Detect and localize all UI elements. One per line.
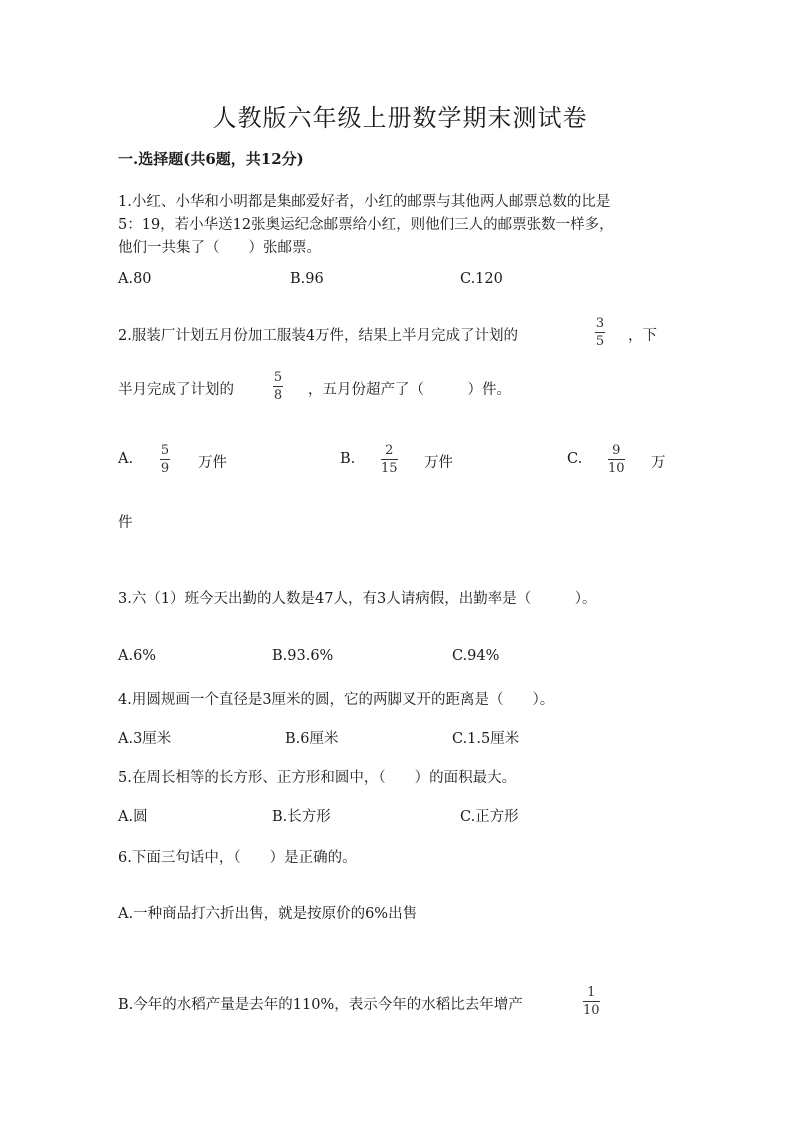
q4-option-b: B.6厘米 xyxy=(285,731,339,747)
q1-line-3: 他们一共集了（ ）张邮票。 xyxy=(118,240,321,256)
fraction-numerator: 5 xyxy=(160,443,170,458)
fraction-denominator: 10 xyxy=(583,1003,600,1018)
q2-option-c-unit: 万 xyxy=(651,455,666,471)
q2-option-a-label: A. xyxy=(118,451,134,467)
fraction-bar xyxy=(160,459,170,460)
q1-line-2: 5：19，若小华送12张奥运纪念邮票给小红，则他们三人的邮票张数一样多， xyxy=(118,217,614,233)
q6-option-a: A.一种商品打六折出售，就是按原价的6%出售 xyxy=(118,906,418,922)
section-heading: 一.选择题(共6题，共12分) xyxy=(118,150,304,168)
fraction-denominator: 8 xyxy=(273,388,283,403)
fraction-numerator: 3 xyxy=(595,316,605,331)
q5-option-c: C.正方形 xyxy=(460,809,519,825)
fraction-numerator: 1 xyxy=(587,985,596,1000)
q2-option-b-label: B. xyxy=(340,451,356,467)
fraction-bar xyxy=(273,386,283,387)
fraction-bar xyxy=(583,1001,600,1002)
q1-option-a: A.80 xyxy=(118,271,152,287)
q1-line-1: 1.小红、小华和小明都是集邮爱好者，小红的邮票与其他两人邮票总数的比是 xyxy=(118,194,611,210)
q1-option-c: C.120 xyxy=(460,271,503,287)
q5-option-b: B.长方形 xyxy=(272,809,331,825)
q2-option-c-wrap: 件 xyxy=(118,515,133,531)
q3-line: 3.六（1）班今天出勤的人数是47人，有3人请病假，出勤率是（ ）。 xyxy=(118,591,597,607)
q3-option-b: B.93.6% xyxy=(272,648,334,664)
fraction-bar xyxy=(595,332,605,333)
fraction-bar xyxy=(381,459,398,460)
q2-line-2-tail: ，五月份超产了（ ）件。 xyxy=(308,382,511,398)
q2-fraction-1 xyxy=(595,316,605,349)
fraction-denominator: 5 xyxy=(595,334,605,349)
q2-fraction-2 xyxy=(273,370,283,403)
q5-option-a: A.圆 xyxy=(118,809,148,825)
q3-option-c: C.94% xyxy=(452,648,500,664)
q2-line-1-tail: ，下 xyxy=(628,328,657,344)
fraction-numerator: 9 xyxy=(612,443,621,458)
q6-option-b: B.今年的水稻产量是去年的110%，表示今年的水稻比去年增产 xyxy=(118,997,523,1013)
fraction-numerator: 2 xyxy=(385,443,394,458)
q2-option-b-fraction xyxy=(381,443,398,476)
q4-line: 4.用圆规画一个直径是3厘米的圆，它的两脚叉开的距离是（ ）。 xyxy=(118,692,555,708)
q2-option-a-unit: 万件 xyxy=(198,455,227,471)
q6-line: 6.下面三句话中，（ ）是正确的。 xyxy=(118,850,357,866)
q5-line: 5.在周长相等的长方形、正方形和圆中，（ ）的面积最大。 xyxy=(118,770,517,786)
q4-option-c: C.1.5厘米 xyxy=(452,731,520,747)
fraction-bar xyxy=(608,459,625,460)
q6-option-b-fraction xyxy=(583,985,600,1018)
page-title: 人教版六年级上册数学期末测试卷 xyxy=(212,104,588,132)
q3-option-a: A.6% xyxy=(118,648,157,664)
fraction-denominator: 15 xyxy=(381,461,398,476)
q4-option-a: A.3厘米 xyxy=(118,731,172,747)
fraction-denominator: 10 xyxy=(608,461,625,476)
q2-option-c-fraction xyxy=(608,443,625,476)
fraction-numerator: 5 xyxy=(273,370,283,385)
q2-line-2: 半月完成了计划的 xyxy=(118,382,234,398)
fraction-denominator: 9 xyxy=(160,461,170,476)
q2-option-c-label: C. xyxy=(567,451,583,467)
q1-option-b: B.96 xyxy=(290,271,324,287)
q2-option-b-unit: 万件 xyxy=(424,455,453,471)
q2-option-a-fraction xyxy=(160,443,170,476)
q2-line-1: 2.服装厂计划五月份加工服装4万件，结果上半月完成了计划的 xyxy=(118,328,519,344)
